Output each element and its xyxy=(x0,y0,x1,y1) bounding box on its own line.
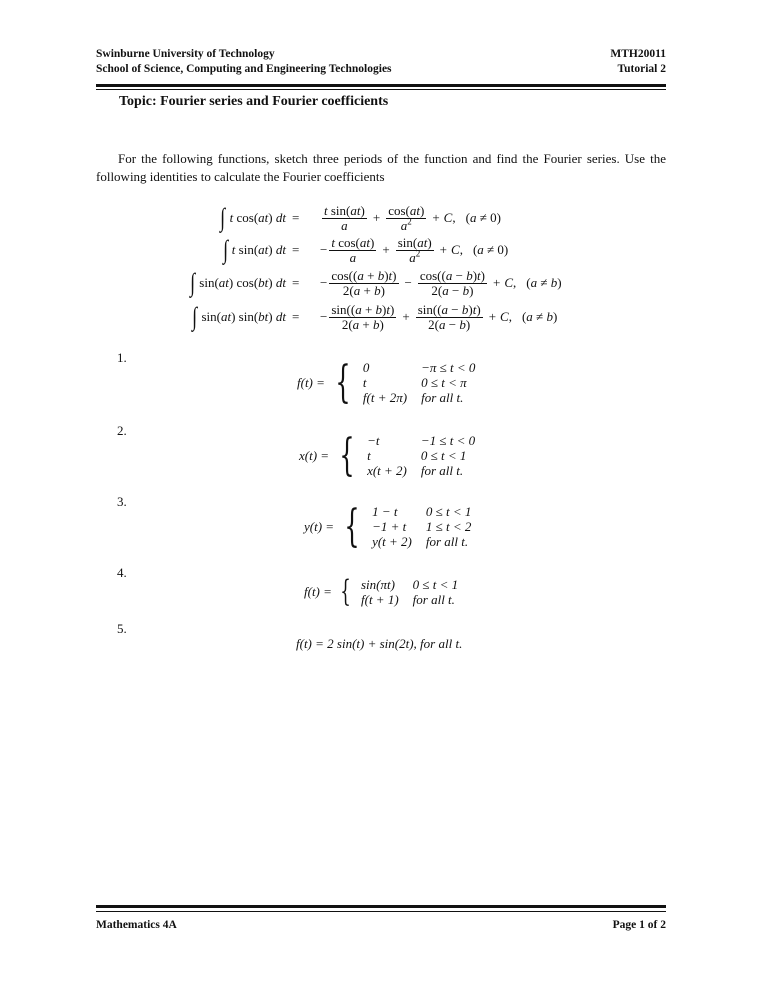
header-rule-thick xyxy=(96,84,666,87)
problem-1-label: 1. xyxy=(117,350,127,365)
case-cond: for all t. xyxy=(421,390,464,405)
left-brace-icon: { xyxy=(340,574,351,609)
case-expr: y(t + 2) xyxy=(372,534,412,549)
case-cond: 0 ≤ t < 1 xyxy=(420,448,467,463)
cases-grid xyxy=(367,433,475,478)
intro-text: For the following functions, sketch three periods of the function and find the Fourier series. Use the following identities to calculate the Fourier coefficients xyxy=(96,151,666,184)
equals-sign: = xyxy=(292,309,300,324)
case-cond: 0 ≤ t < 1 xyxy=(412,577,459,592)
identity-rhs: $\frac{\text{t sin(at)}}{a}$ + $\frac{\cos(at)}{a^2}$ + C , (a ≠ 0) xyxy=(324,202,501,233)
identity-lhs: ∫ t sin( at ) dt xyxy=(222,235,286,264)
function-name: x(t) = xyxy=(299,447,330,463)
case-expr: x(t + 2) xyxy=(367,463,407,478)
case-cond: for all t. xyxy=(425,534,469,549)
problem-4-function xyxy=(304,574,459,609)
header-right xyxy=(96,47,666,77)
case-expr: 1 − t xyxy=(372,504,398,519)
identity-rhs: − $\frac{\text{t cos(at)}}{a}$ + $\frac{\sin(at)}{a^2}$ + C , (a ≠ 0) xyxy=(320,234,509,265)
footer xyxy=(96,919,666,931)
equals-sign: = xyxy=(292,210,300,225)
problem-3-function xyxy=(304,500,472,552)
case-cond: −1 ≤ t < 0 xyxy=(420,433,476,448)
cases-grid xyxy=(363,360,475,405)
intro-paragraph xyxy=(96,150,666,186)
institution-name: Swinburne University of Technology xyxy=(96,48,275,60)
case-cond: −π ≤ t < 0 xyxy=(421,360,476,375)
problem-2-function xyxy=(299,429,476,481)
function-name: f(t) = xyxy=(304,584,332,599)
problem-1-function xyxy=(297,356,476,408)
identity-lhs: ∫ t cos( at ) dt xyxy=(220,203,286,232)
left-brace-icon: { xyxy=(335,356,351,408)
tutorial-label: Tutorial 2 xyxy=(617,63,666,75)
problem-4-label: 4. xyxy=(117,565,127,580)
function-name: y(t) = xyxy=(304,518,335,534)
footer-rule-thin xyxy=(96,911,666,912)
case-expr: −t xyxy=(367,433,380,448)
case-cond: 1 ≤ t < 2 xyxy=(425,519,472,534)
case-cond: 0 ≤ t < π xyxy=(421,375,467,390)
case-cond: for all t. xyxy=(420,463,464,478)
course-name: Mathematics 4A xyxy=(96,919,177,931)
identity-rhs: − $\frac{\cos((a + b)t)}{2(a + b)}$ − $\frac{\cos((a - b)t)}{2(a - b)}$ + C , (a ≠ b) xyxy=(320,267,562,298)
page-number: Page 1 of 2 xyxy=(612,919,666,931)
topic-heading: Topic: Fourier series and Fourier coefficients xyxy=(119,94,389,109)
school-name: School of Science, Computing and Engineering Technologies xyxy=(96,63,392,75)
case-cond: for all t. xyxy=(412,592,455,607)
footer-rule-thick xyxy=(96,905,666,908)
identity-lhs: ∫ sin( at ) sin( bt ) dt xyxy=(192,302,286,331)
identity-2 xyxy=(0,235,768,265)
case-expr: sin(πt) xyxy=(361,577,395,592)
problem-5-function: f(t) = 2 sin(t) + sin(2t), for all t. xyxy=(296,636,463,651)
left-brace-icon: { xyxy=(339,429,355,481)
unit-code: MTH20011 xyxy=(610,48,666,60)
equals-sign: = xyxy=(292,242,300,257)
case-expr: f(t + 1) xyxy=(361,592,399,607)
left-brace-icon: { xyxy=(344,500,360,552)
cases-grid xyxy=(372,504,471,549)
equals-sign: = xyxy=(292,275,300,290)
identity-3 xyxy=(0,268,768,298)
problem-5-label: 5. xyxy=(117,621,127,636)
header-rule-thin xyxy=(96,89,666,90)
case-cond: 0 ≤ t < 1 xyxy=(425,504,472,519)
problem-2-label: 2. xyxy=(117,423,127,438)
problem-3-label: 3. xyxy=(117,494,127,509)
identity-lhs: ∫ sin( at ) cos( bt ) dt xyxy=(190,268,286,297)
case-expr: 0 xyxy=(362,360,370,375)
function-name: f(t) = xyxy=(297,374,325,390)
case-expr: f(t + 2π) xyxy=(362,390,408,405)
case-expr: t xyxy=(362,375,367,390)
cases-grid xyxy=(361,577,458,607)
identity-rhs: − $\frac{\sin((a + b)t)}{2(a + b)}$ + $\frac{\sin((a - b)t)}{2(a - b)}$ + C , (a ≠ b) xyxy=(320,301,558,332)
identity-1 xyxy=(0,203,768,233)
case-expr: t xyxy=(367,448,371,463)
case-expr: −1 + t xyxy=(372,519,407,534)
identity-4 xyxy=(0,302,768,332)
